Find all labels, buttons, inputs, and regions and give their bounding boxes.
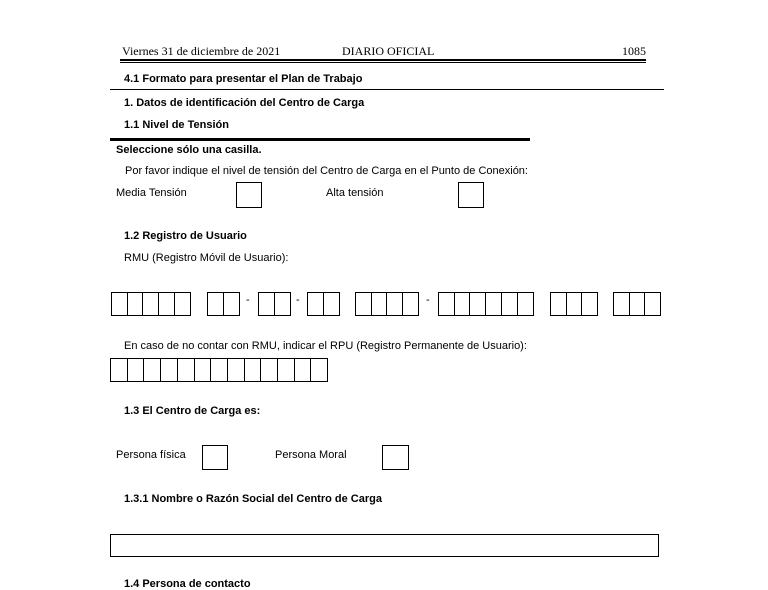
rmu-cell[interactable] xyxy=(550,292,567,316)
rpu-cell[interactable] xyxy=(110,358,128,382)
subsection-title: 1. Datos de identificación del Centro de Carga xyxy=(124,97,365,109)
rmu-cell[interactable] xyxy=(158,292,175,316)
centro-carga-heading: 1.3 El Centro de Carga es: xyxy=(124,405,261,417)
persona-contacto-heading: 1.4 Persona de contacto xyxy=(124,578,251,590)
rmu-cell[interactable] xyxy=(469,292,486,316)
rmu-cell[interactable] xyxy=(386,292,403,316)
rpu-cell[interactable] xyxy=(277,358,295,382)
media-tension-label: Media Tensión xyxy=(116,187,187,199)
rmu-cell[interactable] xyxy=(207,292,224,316)
rmu-cell[interactable] xyxy=(307,292,324,316)
rmu-cell[interactable] xyxy=(258,292,275,316)
nivel-tension-rule xyxy=(110,138,530,141)
rmu-group-4[interactable] xyxy=(307,292,340,316)
rmu-cell[interactable] xyxy=(644,292,661,316)
rmu-group-7[interactable] xyxy=(550,292,598,316)
rpu-cell[interactable] xyxy=(244,358,262,382)
rmu-cell[interactable] xyxy=(371,292,388,316)
rmu-dash: - xyxy=(246,294,250,306)
registro-heading: 1.2 Registro de Usuario xyxy=(124,230,247,242)
persona-moral-checkbox[interactable] xyxy=(382,445,409,470)
rpu-cell[interactable] xyxy=(143,358,161,382)
rmu-dash: - xyxy=(296,294,300,306)
tension-prompt: Por favor indique el nivel de tensión del Centro de Carga en el Punto de Conexión: xyxy=(125,165,528,177)
rpu-group[interactable] xyxy=(110,358,328,382)
rpu-cell[interactable] xyxy=(310,358,328,382)
section-rule xyxy=(110,89,664,90)
rmu-label: RMU (Registro Móvil de Usuario): xyxy=(124,252,289,264)
rmu-cell[interactable] xyxy=(581,292,598,316)
rpu-cell[interactable] xyxy=(294,358,312,382)
rmu-group-8[interactable] xyxy=(613,292,661,316)
persona-fisica-checkbox[interactable] xyxy=(202,445,228,470)
rmu-cell[interactable] xyxy=(613,292,630,316)
rmu-cell[interactable] xyxy=(566,292,583,316)
rpu-cell[interactable] xyxy=(127,358,145,382)
header-date: Viernes 31 de diciembre de 2021 xyxy=(122,44,281,58)
rmu-cell[interactable] xyxy=(501,292,518,316)
rmu-cell[interactable] xyxy=(223,292,240,316)
rmu-cell[interactable] xyxy=(485,292,502,316)
rmu-cell[interactable] xyxy=(274,292,291,316)
rpu-cell[interactable] xyxy=(160,358,178,382)
alta-tension-checkbox[interactable] xyxy=(458,182,484,208)
rmu-cell[interactable] xyxy=(517,292,534,316)
persona-moral-label: Persona Moral xyxy=(275,449,347,461)
nombre-input-box[interactable] xyxy=(110,534,659,557)
rmu-group-3[interactable] xyxy=(258,292,291,316)
rpu-cell[interactable] xyxy=(210,358,228,382)
rpu-cell[interactable] xyxy=(177,358,195,382)
header-rule-thin xyxy=(120,62,646,63)
media-tension-checkbox[interactable] xyxy=(236,182,262,208)
rpu-cell[interactable] xyxy=(260,358,278,382)
persona-fisica-label: Persona física xyxy=(116,449,186,461)
instruction-text: Seleccione sólo una casilla. xyxy=(116,144,262,156)
rmu-group-2[interactable] xyxy=(207,292,240,316)
rmu-cell[interactable] xyxy=(111,292,128,316)
rmu-cell[interactable] xyxy=(629,292,646,316)
rmu-cell[interactable] xyxy=(355,292,372,316)
rpu-label: En caso de no contar con RMU, indicar el RPU (Registro Permanente de Usuario): xyxy=(124,340,527,352)
nivel-tension-heading: 1.1 Nivel de Tensión xyxy=(124,119,229,131)
section-title: 4.1 Formato para presentar el Plan de Trabajo xyxy=(124,73,363,85)
rpu-cell[interactable] xyxy=(227,358,245,382)
header-rule xyxy=(120,59,646,61)
rmu-dash: - xyxy=(426,294,430,306)
header-page-number: 1085 xyxy=(622,44,646,58)
rmu-group-1[interactable] xyxy=(111,292,191,316)
rmu-group-6[interactable] xyxy=(438,292,534,316)
alta-tension-label: Alta tensión xyxy=(326,187,384,199)
nombre-heading: 1.3.1 Nombre o Razón Social del Centro de Carga xyxy=(124,493,382,505)
rmu-cell[interactable] xyxy=(127,292,144,316)
rmu-cell[interactable] xyxy=(402,292,419,316)
rmu-cell[interactable] xyxy=(174,292,191,316)
rmu-cell[interactable] xyxy=(142,292,159,316)
rmu-cell[interactable] xyxy=(438,292,455,316)
rmu-cell[interactable] xyxy=(454,292,471,316)
rpu-cell[interactable] xyxy=(194,358,212,382)
rmu-group-5[interactable] xyxy=(355,292,419,316)
header-publication: DIARIO OFICIAL xyxy=(342,44,435,58)
rmu-cell[interactable] xyxy=(323,292,340,316)
